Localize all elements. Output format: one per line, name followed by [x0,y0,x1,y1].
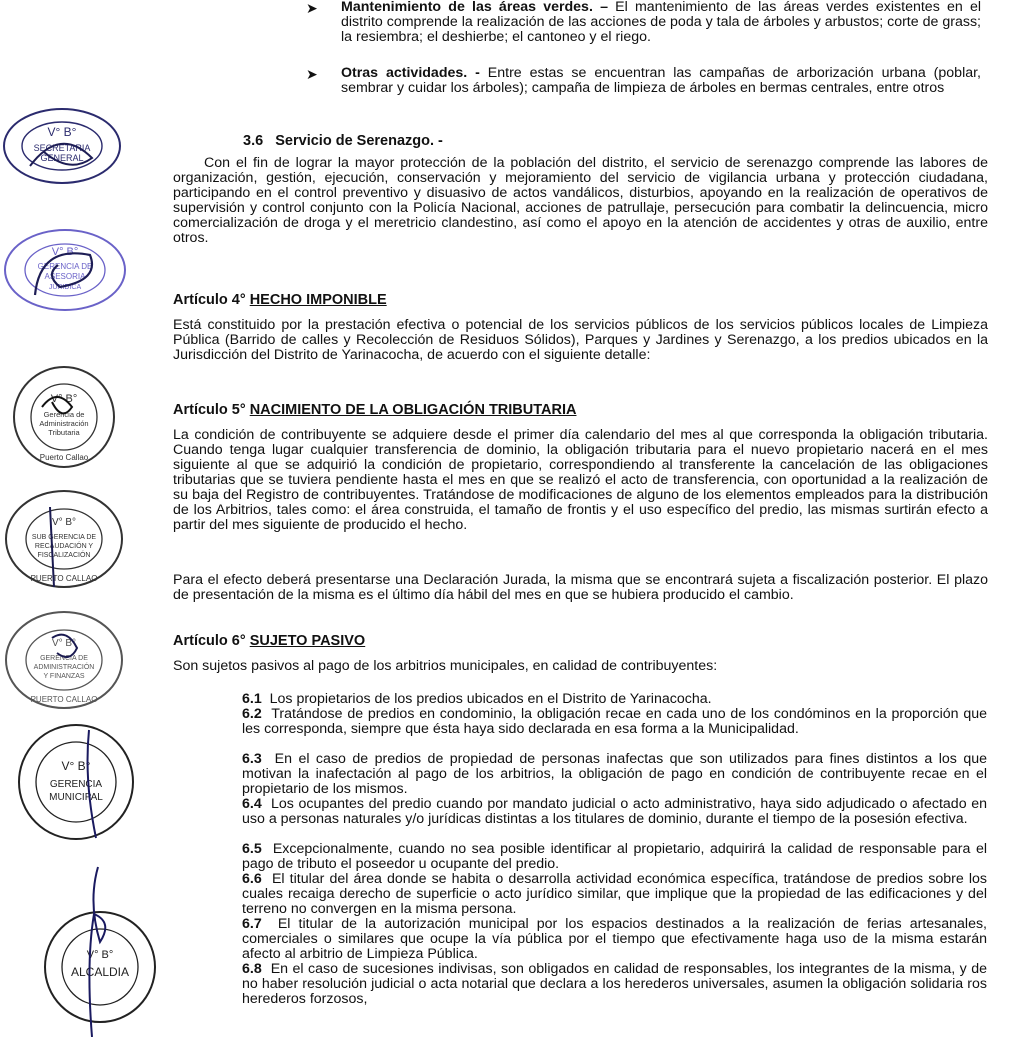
svg-text:V° B°: V° B° [51,638,77,649]
svg-text:GERENCIA: GERENCIA [49,779,103,790]
svg-text:Puerto Callao: Puerto Callao [39,453,89,462]
section-heading [243,133,443,149]
svg-text:V° B°: V° B° [61,759,91,773]
svg-text:GERENCIA DE: GERENCIA DE [37,262,93,271]
item-text: El titular de la autorización municipal por los espacios destinados a la realización de ferias artesanales, comerciales o similares que ocupe la vía pública por el tiempo que efectivamente haga uso de la misma estarán afecto al arbitrio de Limpieza Pública. [242,916,987,962]
seal-secretaria-general [0,106,130,186]
svg-text:Gerencia de: Gerencia de [43,410,85,419]
bullet-paragraph [341,66,981,96]
article-label: Artículo 6° [173,633,246,649]
list-item [242,917,987,962]
svg-text:JURIDICA: JURIDICA [48,284,82,291]
item-number: 6.2 [242,706,262,722]
seal-recaudacion-fiscalizacion [2,487,127,592]
svg-text:V° B°: V° B° [51,517,77,528]
svg-text:Tributaria: Tributaria [48,428,80,437]
item-text: Excepcionalmente, cuando no sea posible identificar al propietario, adquirirá la calidad de responsable para el pago de tributo el poseedor u ocupante del predio. [242,841,988,872]
svg-text:ASESORIA: ASESORIA [44,272,86,281]
svg-text:GENERAL: GENERAL [40,153,84,163]
article-label: Artículo 4° [173,292,246,308]
list-item [242,752,987,797]
svg-text:ALCALDIA: ALCALDIA [70,965,130,979]
list-item [242,962,987,1007]
article-heading [173,402,576,418]
list-item [242,872,987,917]
arrow-bullet-icon: ➤ [306,0,318,16]
arrow-bullet-icon: ➤ [306,66,318,82]
item-number: 6.7 [242,916,262,932]
svg-text:PUERTO CALLAO: PUERTO CALLAO [30,574,98,583]
svg-text:V° B°: V° B° [50,393,78,405]
section-title: Servicio de Serenazgo. - [275,133,443,149]
article-intro: Son sujetos pasivos al pago de los arbitrios municipales, en calidad de contribuyentes: [173,658,718,674]
svg-text:RECAUDACIÓN Y: RECAUDACIÓN Y [34,543,94,550]
article-title: NACIMIENTO DE LA OBLIGACIÓN TRIBUTARIA [249,402,577,418]
bullet-paragraph [341,0,981,45]
item-text: Los ocupantes del predio cuando por mandato judicial o acto administrativo, haya sido adjudicado o afectado en uso a personas naturales y/o jurídicas distintas a los titulares de dominio, durante el tiempo de la posesión efectiva. [242,796,987,827]
item-number: 6.3 [242,751,262,767]
article-body: Para el efecto deberá presentarse una Declaración Jurada, la misma que se encontrará sujeta a fiscalización posterior. El plazo de presentación de la misma es el último día hábil del mes en que se hubiera producido el cambio. [173,572,988,603]
svg-text:FISCALIZACIÓN: FISCALIZACIÓN [37,552,91,559]
article-body: Está constituido por la prestación efectiva o potencial de los servicios públicos de los servicios públicos locales de Limpieza Pública (Barrido de calles y Recolección de Residuos Sólidos), Parques y Jardines y Serenazgo, a los predios ubicados en la Jurisdicción del Distrito de Yarinacocha, de acuerdo con el siguiente detalle: [173,317,988,363]
item-number: 6.1 [242,691,262,707]
svg-text:V° B°: V° B° [86,949,114,961]
article-title: SUJETO PASIVO [249,633,366,649]
section-body: Con el fin de lograr la mayor protección de la población del distrito, el servicio de serenazgo comprende las labores de organización, gestión, ejecución, conservación y mejoramiento del servicio de vigilancia urbana y protección ciudadana, participando en el control preventivo y disuasivo de actos vandálicos, disturbios, apoyando en la realización de operativos de supervisión y control conjunto con la Policía Nacional, acciones de patrullaje, persecución para combatir la delincuencia, micro comercialización de droga y el meretricio clandestino, así como el apoyo en la atención de accidentes y otras de auxilio, entre otros. [173,155,988,246]
svg-text:SECRETARIA: SECRETARIA [33,143,91,153]
article-heading [173,292,387,308]
item-number: 6.4 [242,796,262,812]
svg-text:V° B°: V° B° [51,246,79,258]
item-text: Los propietarios de los predios ubicados en el Distrito de Yarinacocha. [269,691,712,707]
item-number: 6.8 [242,961,262,977]
article-body: La condición de contribuyente se adquiere desde el primer día calendario del mes al que corresponda la obligación tributaria. Cuando tenga lugar cualquier transferencia de dominio, la obligación tributaria para el nuevo propietario nacerá en el mes siguiente al que se adquirió la condición de propietario, correspondiendo al transferente la cancelación de las obligaciones tributarias que se tuviera pendiente hasta el mes en que se realizó el acto de transferencia, con oportunidad a la realización de su baja del Registro de contribuyentes. Tratándose de modificaciones de alguno de los elementos empleados para la distribución de los Arbitrios, tales como: el área construida, el tamaño de frontis y el uso específico del predio, las mismas surtirán efecto a partir del mes siguiente de producido el hecho. [173,427,988,533]
list-item [242,692,987,707]
list-item [242,707,987,737]
svg-text:PUERTO CALLAO: PUERTO CALLAO [30,695,98,704]
svg-text:SUB GERENCIA DE: SUB GERENCIA DE [31,534,97,541]
seal-asesoria-juridica [0,225,130,315]
section-number: 3.6 [243,133,264,149]
seal-administracion-finanzas [2,608,127,713]
svg-text:Administración: Administración [39,419,89,428]
svg-text:V° B°: V° B° [47,125,77,139]
bullet-text: Entre estas se encuentran las campañas de arborización urbana (poblar, sembrar y cuidar los árboles); campaña de limpieza de árboles en bermas centrales, entre otros [341,65,981,96]
seal-alcaldia [28,862,168,1037]
item-number: 6.6 [242,871,262,887]
list-item [242,797,987,827]
article-title: HECHO IMPONIBLE [249,292,387,308]
bullet-text: El mantenimiento de las áreas verdes existentes en el distrito comprende la realización de las acciones de poda y tala de árboles y arbustos; corte de grass; la resiembra; el deshierbe; el cantoneo y el riego. [341,0,981,45]
bullet-title: Otras actividades. - [341,65,480,81]
svg-text:ADMINISTRACIÓN: ADMINISTRACIÓN [33,664,95,671]
item-text: En el caso de predios de propiedad de personas inafectas que son utilizados para fines distintos a los que motivan la inafectación al pago de los arbitrios, la obligación de pago en condición de contribuyente recae en el propietario de los mismos. [242,751,988,797]
item-text: El titular del área donde se habita o desarrolla actividad económica específica, tratándose de predios sobre los cuales recaiga derecho de superficie o acto jurídico similar, que implique que la propiedad de las edificaciones y del terreno no convergen en la misma persona. [242,871,987,917]
item-number: 6.5 [242,841,262,857]
svg-text:MUNICIPAL: MUNICIPAL [49,792,103,803]
bullet-title: Mantenimiento de las áreas verdes. – [341,0,608,15]
item-text: Tratándose de predios en condominio, la obligación recae en cada uno de los condóminos en la proporción que les corresponda, siempre que ésta haya sido declarada en esa forma a la Municipalidad. [242,706,987,737]
seal-gerencia-municipal [14,720,139,845]
item-text: En el caso de sucesiones indivisas, son obligados en calidad de responsables, los integrantes de la misma, y de no haber resolución judicial o acta notarial que declara a los herederos universales, asumen la obligación solidaria ros herederos forzosos, [242,961,988,1007]
svg-text:Y FINANZAS: Y FINANZAS [43,673,85,680]
article-heading [173,633,365,649]
seal-administracion-tributaria [2,362,127,472]
article-label: Artículo 5° [173,402,246,418]
list-item [242,842,987,872]
svg-text:GERENCIA DE: GERENCIA DE [40,655,88,662]
